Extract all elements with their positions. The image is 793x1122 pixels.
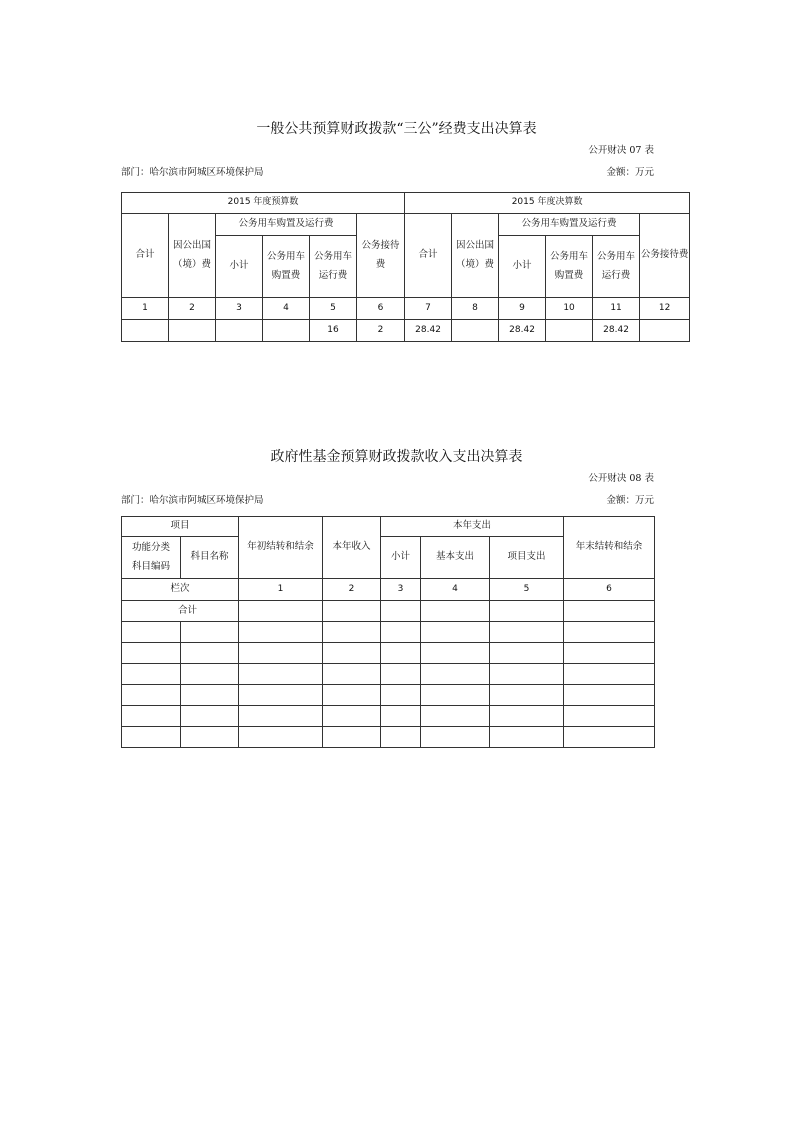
table7-budget-purchase-header: 公务用车购置费	[263, 236, 310, 298]
table8-cell	[564, 706, 655, 727]
table8-cell	[239, 601, 323, 622]
table8-cell	[421, 727, 490, 748]
table8-cell	[122, 664, 181, 685]
table8-func-code-header: 功能分类科目编码	[122, 537, 181, 579]
table8-cell	[181, 727, 239, 748]
table8-item-header: 项目	[122, 517, 239, 537]
table8-cell	[490, 643, 564, 664]
table8-col-number: 1	[239, 579, 323, 601]
table7-budget-subtotal-header: 小计	[216, 236, 263, 298]
table7-col-number: 2	[169, 298, 216, 320]
table7-actual-subtotal-header: 小计	[499, 236, 546, 298]
table7-col-number: 3	[216, 298, 263, 320]
table8-cell	[239, 622, 323, 643]
table8-cell	[323, 664, 381, 685]
table8-subtotal-header: 小计	[381, 537, 421, 579]
table7-budget-reception-header: 公务接待费	[357, 214, 405, 298]
table7-unit: 金额：万元	[606, 167, 654, 178]
table8-subject-header: 科目名称	[181, 537, 239, 579]
table7-actual-operation-header: 公务用车运行费	[593, 236, 640, 298]
table8-cell	[122, 622, 181, 643]
table7-col-number: 10	[546, 298, 593, 320]
table7-cell	[546, 320, 593, 342]
table8-cell	[239, 685, 323, 706]
table7-col-number: 6	[357, 298, 405, 320]
table7-budget-total-header: 合计	[122, 214, 169, 298]
table7-budget-header: 2015 年度预算数	[122, 193, 405, 214]
table8-cell	[381, 664, 421, 685]
table8-cell	[490, 706, 564, 727]
table8-cell	[490, 685, 564, 706]
table8-cell	[239, 643, 323, 664]
table7-col-number: 9	[499, 298, 546, 320]
table7-col-number: 12	[640, 298, 690, 320]
table8-cell	[564, 685, 655, 706]
table8-cell	[381, 685, 421, 706]
table8-cell	[181, 664, 239, 685]
table7-cell	[169, 320, 216, 342]
table8-income-header: 本年收入	[323, 517, 381, 579]
table8-total-row	[122, 601, 655, 622]
table8-project-header: 项目支出	[490, 537, 564, 579]
table8-col-number: 4	[421, 579, 490, 601]
table8-cell	[239, 706, 323, 727]
table7-cell	[216, 320, 263, 342]
table8-empty-row	[122, 685, 655, 706]
table8-total-label: 合计	[122, 601, 239, 622]
table8-cell	[323, 706, 381, 727]
table8-empty-row	[122, 622, 655, 643]
table8-number-row	[122, 579, 655, 601]
table7-cell: 28.42	[405, 320, 452, 342]
table8-col-number: 5	[490, 579, 564, 601]
table8-cell	[564, 601, 655, 622]
table7-value-row	[122, 320, 690, 342]
table7-cell: 2	[357, 320, 405, 342]
table8-cell	[421, 685, 490, 706]
table7-cell: 28.42	[499, 320, 546, 342]
table8-cell	[564, 727, 655, 748]
table8-cell	[122, 685, 181, 706]
table8-unit: 金额：万元	[606, 495, 654, 506]
table8-cell	[323, 643, 381, 664]
table7-cell	[640, 320, 690, 342]
table8-cell	[122, 643, 181, 664]
table8-cell	[122, 706, 181, 727]
table8-col-number: 6	[564, 579, 655, 601]
table8-title: 政府性基金预算财政拨款收入支出决算表	[270, 449, 523, 465]
table7-title: 一般公共预算财政拨款“三公”经费支出决算表	[256, 121, 537, 137]
table8-column-label: 栏次	[122, 579, 239, 601]
table7-actual-abroad-header: 因公出国（境）费	[452, 214, 499, 298]
table8-cell	[490, 664, 564, 685]
table8-cell	[381, 601, 421, 622]
table8-cell	[181, 706, 239, 727]
table8-cell	[381, 727, 421, 748]
table8-cell	[181, 622, 239, 643]
table8-cell	[490, 601, 564, 622]
table7-cell	[263, 320, 310, 342]
table7-budget-vehicle-header: 公务用车购置及运行费	[216, 214, 357, 236]
table8-cell	[239, 727, 323, 748]
table8-cell	[490, 622, 564, 643]
table8-basic-header: 基本支出	[421, 537, 490, 579]
table8-empty-row	[122, 706, 655, 727]
table8-begin-header: 年初结转和结余	[239, 517, 323, 579]
table8-cell	[421, 622, 490, 643]
table8-empty-row	[122, 643, 655, 664]
table7-actual-purchase-header: 公务用车购置费	[546, 236, 593, 298]
table8-empty-row	[122, 664, 655, 685]
table8-cell	[421, 643, 490, 664]
table7-cell: 16	[310, 320, 357, 342]
table7-actual-total-header: 合计	[405, 214, 452, 298]
table8-cell	[564, 643, 655, 664]
table7-col-number: 5	[310, 298, 357, 320]
table8-empty-row	[122, 727, 655, 748]
table7-code: 公开财决 07 表	[588, 145, 654, 156]
table7-col-number: 8	[452, 298, 499, 320]
table8-expense-header: 本年支出	[381, 517, 564, 537]
table7-col-number: 11	[593, 298, 640, 320]
table7-col-number: 7	[405, 298, 452, 320]
table7-dept: 部门：哈尔滨市阿城区环境保护局	[121, 167, 264, 178]
table8-cell	[323, 685, 381, 706]
table7-budget-operation-header: 公务用车运行费	[310, 236, 357, 298]
table8-end-header: 年末结转和结余	[564, 517, 655, 579]
table7-number-row	[122, 298, 690, 320]
table8	[121, 516, 655, 748]
table8-col-number: 3	[381, 579, 421, 601]
table7-col-number: 1	[122, 298, 169, 320]
table7-actual-reception-header: 公务接待费	[640, 214, 690, 298]
table7-cell	[122, 320, 169, 342]
table7-col-number: 4	[263, 298, 310, 320]
table7	[121, 192, 690, 342]
table7-actual-vehicle-header: 公务用车购置及运行费	[499, 214, 640, 236]
table8-cell	[564, 664, 655, 685]
table8-cell	[239, 664, 323, 685]
table8-cell	[122, 727, 181, 748]
table7-budget-abroad-header: 因公出国（境）费	[169, 214, 216, 298]
table8-cell	[181, 685, 239, 706]
table8-col-number: 2	[323, 579, 381, 601]
table8-cell	[564, 622, 655, 643]
table7-cell: 28.42	[593, 320, 640, 342]
table8-dept: 部门：哈尔滨市阿城区环境保护局	[121, 495, 264, 506]
table8-code: 公开财决 08 表	[588, 473, 654, 484]
table8-cell	[381, 622, 421, 643]
table8-cell	[421, 664, 490, 685]
table8-cell	[490, 727, 564, 748]
table8-cell	[421, 601, 490, 622]
table8-cell	[381, 706, 421, 727]
table8-cell	[323, 601, 381, 622]
table8-cell	[381, 643, 421, 664]
table8-cell	[181, 643, 239, 664]
table8-cell	[323, 727, 381, 748]
table7-actual-header: 2015 年度决算数	[405, 193, 690, 214]
table8-cell	[323, 622, 381, 643]
table7-cell	[452, 320, 499, 342]
table8-cell	[421, 706, 490, 727]
